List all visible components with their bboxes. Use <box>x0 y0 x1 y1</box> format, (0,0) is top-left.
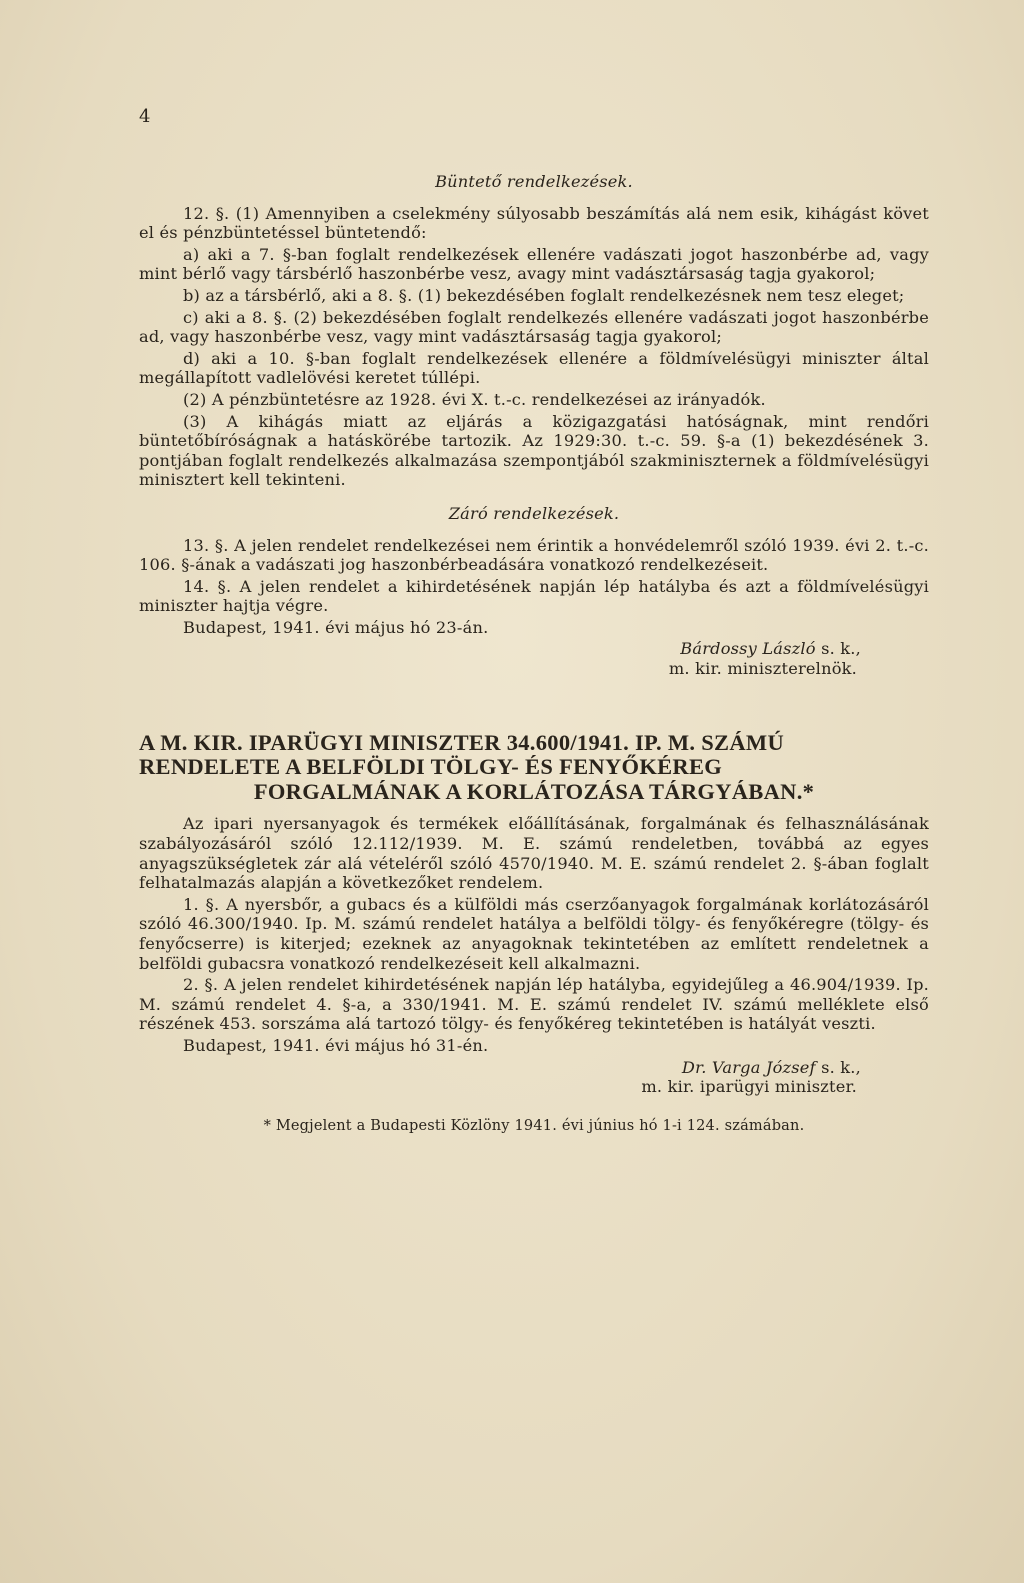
paragraph-12-2: (2) A pénzbüntetésre az 1928. évi X. t.-c. rendelkezései az irányadók. <box>183 389 766 409</box>
decree-title-line-1: A M. KIR. IPARÜGYI MINISZTER 34.600/1941. IP. M. SZÁMÚ <box>139 729 784 755</box>
decree-section-1: 1. §. A nyersbőr, a gubacs és a külföldi más cserzőanyagok forgalmának korlátozásáról szóló 46.300/1940. Ip. M. számú rendelet hatálya a belföldi tölgy- és fenyőkéregre (tölgy- és fenyőcserre) is kiterjed; ezeknek az anyagoknak tekintetében az említett rendeletnek a belföldi gubacsra vonatkozó rendelkezéseit kell alkalmazni. <box>139 894 929 973</box>
page-body <box>139 172 929 1136</box>
section-heading-closing: Záró rendelkezések. <box>448 503 620 523</box>
paragraph-13: 13. §. A jelen rendelet rendelkezései nem érintik a honvédelemről szóló 1939. évi 2. t.-c. 106. §-ának a vadászati jog haszonbérbeadására vonatkozó rendelkezéseit. <box>139 535 929 575</box>
paragraph-12: 12. §. (1) Amennyiben a cselekmény súlyosabb beszámítás alá nem esik, kihágást követ el és pénzbüntetéssel büntetendő: <box>139 203 929 243</box>
page-number: 4 <box>139 106 151 127</box>
paragraph-12-c: c) aki a 8. §. (2) bekezdésében foglalt rendelkezés ellenére vadászati jogot haszonbérbe ad, vagy haszonbérbe vesz, vagy mint vadásztársaság tagja gyakorol; <box>139 307 929 347</box>
decree-title-line-3: FORGALMÁNAK A KORLÁTOZÁSA TÁRGYÁBAN.* <box>253 778 815 804</box>
decree-signature-line <box>139 1058 929 1078</box>
signer-sk: s. k., <box>821 639 861 659</box>
paragraph-12-b: b) az a társbérlő, aki a 8. §. (1) bekezdésében foglalt rendelkezésnek nem tesz eleget; <box>183 285 905 305</box>
decree-title-line-2: RENDELETE A BELFÖLDI TÖLGY- ÉS FENYŐKÉREG <box>139 754 723 780</box>
paragraph-12-d: d) aki a 10. §-ban foglalt rendelkezések ellenére a földmívelésügyi miniszter által megállapított vadlelövési keretet túllépi. <box>139 348 929 388</box>
decree-date-line: Budapest, 1941. évi május hó 31-én. <box>183 1035 489 1055</box>
decree-signer-title: m. kir. iparügyi miniszter. <box>641 1077 857 1097</box>
footnote: * Megjelent a Budapesti Közlöny 1941. évi június hó 1-i 124. számában. <box>263 1117 805 1134</box>
signature-line <box>139 639 929 659</box>
decree-signer-name: Dr. Varga József <box>681 1057 816 1077</box>
signer-title: m. kir. miniszterelnök. <box>668 659 857 679</box>
date-line: Budapest, 1941. évi május hó 23-án. <box>183 617 489 637</box>
paragraph-12-3: (3) A kihágás miatt az eljárás a közigazgatási hatóságnak, mint rendőri büntetőbíróságnak a hatáskörébe tartozik. Az 1929:30. t.-c. 59. §-a (1) bekezdésének 3. pontjában foglalt rendelkezés alkalmazása szempontjából szakminiszternek a földmívelésügyi minisztert kell tekinteni. <box>139 411 929 490</box>
decree-section-2: 2. §. A jelen rendelet kihirdetésének napján lép hatályba, egyidejűleg a 46.904/1939. Ip. M. számú rendelet 4. §-a, a 330/1941. M. E. számú rendelet IV. számú melléklete első részének 453. sorszáma alá tartozó tölgy- és fenyőkéreg tekintetében is hatályát veszti. <box>139 975 929 1034</box>
paragraph-14: 14. §. A jelen rendelet a kihirdetésének napján lép hatályba és azt a földmívelésügyi miniszter hajtja végre. <box>139 576 929 616</box>
decree-title <box>139 731 929 805</box>
decree-intro: Az ipari nyersanyagok és termékek előállításának, forgalmának és felhasználásának szabályozásáról szóló 12.112/1939. M. E. számú rendeletben, továbbá az egyes anyagszükségletek zár alá vételéről szóló 4570/1940. M. E. számú rendelet 2. §-ában foglalt felhatalmazás alapján a következőket rendelem. <box>139 814 929 893</box>
decree-signer-sk: s. k., <box>821 1057 861 1077</box>
signer-name: Bárdossy László <box>680 639 816 659</box>
section-heading-penal: Büntető rendelkezések. <box>435 172 633 191</box>
paragraph-12-a: a) aki a 7. §-ban foglalt rendelkezések ellenére vadászati jogot haszonbérbe ad, vagy mint bérlő vagy társbérlő haszonbérbe vesz, avagy mint vadásztársaság tagja gyakorol; <box>139 244 929 284</box>
